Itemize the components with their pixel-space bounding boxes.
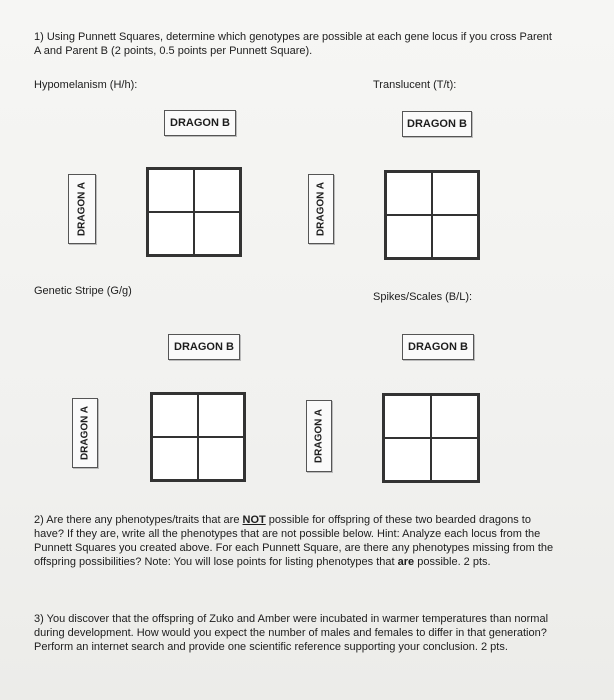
punnett-cell[interactable] (148, 169, 194, 212)
translucent-dragon-b-box (402, 111, 472, 137)
dragon-a-label: DRAGON A (76, 181, 88, 237)
spikes-scales-dragon-a-box (306, 400, 332, 472)
translucent-label: Translucent (T/t): (373, 79, 457, 91)
punnett-cell[interactable] (384, 438, 431, 481)
hypomelanism-punnett-square[interactable] (146, 167, 242, 257)
dragon-a-label: DRAGON A (315, 181, 327, 237)
dragon-a-label: DRAGON A (79, 405, 91, 461)
punnett-cell[interactable] (386, 215, 432, 258)
hypomelanism-dragon-a-box (68, 174, 96, 244)
punnett-cell[interactable] (431, 395, 478, 438)
question-2-text: possible. 2 pts. (414, 556, 491, 568)
hypomelanism-label: Hypomelanism (H/h): (34, 79, 138, 91)
dragon-b-label: DRAGON B (408, 341, 468, 353)
spikes-scales-dragon-b-box (402, 334, 474, 360)
dragon-b-label: DRAGON B (170, 117, 230, 129)
punnett-cell[interactable] (431, 438, 478, 481)
punnett-cell[interactable] (148, 212, 194, 255)
punnett-cell[interactable] (194, 169, 240, 212)
question-2-text: 2) Are there any phenotypes/traits that are (34, 514, 243, 526)
punnett-cell[interactable] (384, 395, 431, 438)
translucent-dragon-a-box (308, 174, 334, 244)
question-3: 3) You discover that the offspring of Zuko and Amber were incubated in warmer temperatures than normal during development. How would you expect the number of males and females to differ in that generation? Perform an internet search and provide one scientific reference supporting your conclusion. 2 pts. (34, 613, 549, 653)
punnett-cell[interactable] (152, 394, 198, 437)
genetic-stripe-dragon-a-box (72, 398, 98, 468)
punnett-cell[interactable] (198, 394, 244, 437)
question-2-emphasis: are (397, 556, 415, 568)
question-1: 1) Using Punnett Squares, determine which genotypes are possible at each gene locus if you cross Parent A and Parent B (2 points, 0.5 points per Punnett Square). (34, 31, 552, 57)
dragon-b-label: DRAGON B (407, 118, 467, 130)
genetic-stripe-dragon-b-box (168, 334, 240, 360)
punnett-cell[interactable] (152, 437, 198, 480)
question-2-emphasis: NOT (242, 514, 266, 526)
dragon-b-label: DRAGON B (174, 341, 234, 353)
translucent-punnett-square[interactable] (384, 170, 480, 260)
genetic-stripe-punnett-square[interactable] (150, 392, 246, 482)
question-2 (34, 513, 562, 569)
spikes-scales-punnett-square[interactable] (382, 393, 480, 483)
genetic-stripe-label: Genetic Stripe (G/g) (34, 285, 132, 297)
question-2-text: possible for offspring of these two bearded dragons to have? If they are, write all the phenotypes that are not possible below. Hint: Analyze each locus from the Punnett Squares you created above. For each Punnett Square, are there any phenotypes missing from the offspring possibilities? Note: You will lose points for listing phenotypes that (34, 514, 554, 568)
dragon-a-label: DRAGON A (313, 408, 325, 464)
punnett-cell[interactable] (194, 212, 240, 255)
punnett-cell[interactable] (432, 172, 478, 215)
punnett-cell[interactable] (198, 437, 244, 480)
hypomelanism-dragon-b-box (164, 110, 236, 136)
punnett-cell[interactable] (386, 172, 432, 215)
punnett-cell[interactable] (432, 215, 478, 258)
spikes-scales-label: Spikes/Scales (B/L): (373, 291, 473, 303)
